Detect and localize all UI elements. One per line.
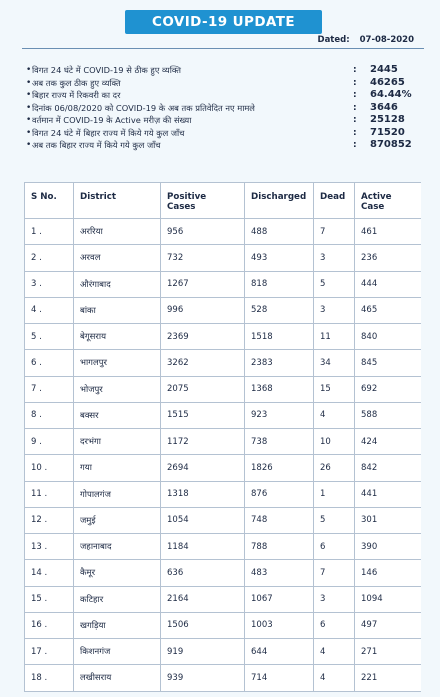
cell-dead: 10: [314, 429, 355, 455]
stat-colon: :: [353, 77, 357, 88]
header-active-line1: Active: [361, 192, 392, 202]
header-dead: Dead: [314, 183, 355, 219]
stat-label: बिहार राज्य में रिकवरी का दर: [32, 90, 121, 101]
cell-dead: 4: [314, 402, 355, 428]
cell-dead: 6: [314, 612, 355, 638]
cell-positive: 636: [161, 560, 245, 586]
cell-discharged: 483: [245, 560, 314, 586]
cell-discharged: 1518: [245, 324, 314, 350]
table-row: [25, 665, 422, 691]
header-active-line2: Case: [361, 202, 385, 212]
cell-discharged: 1067: [245, 586, 314, 612]
header-divider: [22, 48, 424, 49]
cell-sno: 16 .: [25, 612, 74, 638]
table-row: [25, 324, 422, 350]
header-sno: S No.: [25, 183, 74, 219]
cell-sno: 2 .: [25, 245, 74, 271]
cell-district: गया: [74, 455, 161, 481]
stat-label: अब तक बिहार राज्य में किये गये कुल जाँच: [32, 140, 161, 151]
cell-district: कटिहार: [74, 586, 161, 612]
cell-sno: 12 .: [25, 507, 74, 533]
cell-discharged: 818: [245, 271, 314, 297]
cell-active: 845: [355, 350, 422, 376]
district-table: [24, 182, 421, 692]
cell-district: औरंगाबाद: [74, 271, 161, 297]
stat-value: 870852: [370, 139, 412, 151]
table-row: [25, 455, 422, 481]
cell-sno: 6 .: [25, 350, 74, 376]
cell-active: 465: [355, 297, 422, 323]
header-active-case: [355, 183, 422, 219]
cell-district: जहानाबाद: [74, 534, 161, 560]
bullet-icon: •: [26, 102, 32, 113]
cell-dead: 3: [314, 586, 355, 612]
stat-value: 25128: [370, 114, 405, 126]
cell-active: 840: [355, 324, 422, 350]
cell-sno: 15 .: [25, 586, 74, 612]
table-row: [25, 402, 422, 428]
cell-district: बेगूसराय: [74, 324, 161, 350]
table-row: [25, 507, 422, 533]
table-row: [25, 297, 422, 323]
cell-active: 588: [355, 402, 422, 428]
cell-positive: 2369: [161, 324, 245, 350]
cell-active: 444: [355, 271, 422, 297]
stat-label: दिनांक 06/08/2020 को COVID-19 के अब तक प्रतिवेदित नए मामले: [32, 102, 255, 113]
cell-active: 146: [355, 560, 422, 586]
cell-positive: 2075: [161, 376, 245, 402]
table-header-row: [25, 183, 422, 219]
stat-colon: :: [353, 140, 357, 151]
stat-colon: :: [353, 90, 357, 101]
table-row: [25, 271, 422, 297]
cell-dead: 34: [314, 350, 355, 376]
cell-positive: 1054: [161, 507, 245, 533]
cell-active: 271: [355, 639, 422, 665]
cell-active: 497: [355, 612, 422, 638]
page-title: COVID-19 UPDATE: [125, 10, 322, 34]
cell-sno: 13 .: [25, 534, 74, 560]
district-table-container: [24, 182, 421, 697]
cell-discharged: 738: [245, 429, 314, 455]
stat-label: विगत 24 घंटे में बिहार राज्य में किये गये कुल जाँच: [32, 127, 185, 138]
bullet-icon: •: [26, 77, 32, 88]
cell-positive: 1515: [161, 402, 245, 428]
cell-dead: 7: [314, 219, 355, 245]
stat-row-recovery-rate: [26, 89, 426, 101]
cell-sno: 9 .: [25, 429, 74, 455]
cell-discharged: 493: [245, 245, 314, 271]
cell-dead: 5: [314, 507, 355, 533]
table-row: [25, 586, 422, 612]
cell-positive: 732: [161, 245, 245, 271]
stat-row-new-cases: [26, 102, 426, 114]
stat-label: अब तक कुल ठीक हुए व्यक्ति: [32, 77, 121, 88]
cell-dead: 11: [314, 324, 355, 350]
cell-dead: 1: [314, 481, 355, 507]
stat-value: 71520: [370, 126, 405, 138]
bullet-icon: •: [26, 127, 32, 138]
cell-district: खगड़िया: [74, 612, 161, 638]
header-discharged: Discharged: [245, 183, 314, 219]
header-positive-line1: Positive: [167, 192, 207, 202]
stat-value: 64.44%: [370, 89, 412, 101]
stat-value: 3646: [370, 101, 398, 113]
dated-label: Dated:: [317, 35, 350, 45]
bullet-icon: •: [26, 115, 32, 126]
stat-row-total-tests: [26, 139, 426, 151]
cell-discharged: 788: [245, 534, 314, 560]
cell-active: 842: [355, 455, 422, 481]
cell-district: अरवल: [74, 245, 161, 271]
cell-positive: 1267: [161, 271, 245, 297]
stat-colon: :: [353, 102, 357, 113]
cell-sno: 14 .: [25, 560, 74, 586]
cell-positive: 939: [161, 665, 245, 691]
cell-district: जमुई: [74, 507, 161, 533]
cell-positive: 1172: [161, 429, 245, 455]
date-line: [0, 35, 414, 47]
cell-discharged: 644: [245, 639, 314, 665]
cell-sno: 17 .: [25, 639, 74, 665]
cell-active: 441: [355, 481, 422, 507]
bullet-icon: •: [26, 65, 32, 75]
cell-discharged: 1826: [245, 455, 314, 481]
cell-sno: 11 .: [25, 481, 74, 507]
cell-active: 236: [355, 245, 422, 271]
stat-value: 2445: [370, 64, 398, 75]
cell-active: 390: [355, 534, 422, 560]
stat-row-total-recovered: [26, 77, 426, 89]
cell-active: 461: [355, 219, 422, 245]
table-row: [25, 350, 422, 376]
stat-row-recovered-24h: [26, 64, 426, 76]
cell-positive: 2164: [161, 586, 245, 612]
cell-district: भागलपुर: [74, 350, 161, 376]
stat-colon: :: [353, 127, 357, 138]
cell-positive: 956: [161, 219, 245, 245]
cell-district: बांका: [74, 297, 161, 323]
table-row: [25, 560, 422, 586]
table-row: [25, 639, 422, 665]
bullet-icon: •: [26, 140, 32, 151]
table-row: [25, 219, 422, 245]
stat-colon: :: [353, 115, 357, 126]
cell-dead: 3: [314, 297, 355, 323]
cell-sno: 1 .: [25, 219, 74, 245]
table-row: [25, 245, 422, 271]
stat-row-tests-24h: [26, 127, 426, 139]
cell-district: भोजपुर: [74, 376, 161, 402]
cell-district: अररिया: [74, 219, 161, 245]
cell-district: गोपालगंज: [74, 481, 161, 507]
table-row: [25, 534, 422, 560]
cell-district: किशनगंज: [74, 639, 161, 665]
cell-dead: 6: [314, 534, 355, 560]
cell-district: कैमूर: [74, 560, 161, 586]
stat-label: वर्तमान में COVID-19 के Active मरीज़ की संख्या: [32, 115, 192, 126]
cell-discharged: 1003: [245, 612, 314, 638]
cell-sno: 18 .: [25, 665, 74, 691]
cell-sno: 10 .: [25, 455, 74, 481]
cell-dead: 15: [314, 376, 355, 402]
header-positive-line2: Cases: [167, 202, 196, 212]
cell-discharged: 748: [245, 507, 314, 533]
cell-active: 692: [355, 376, 422, 402]
cell-sno: 3 .: [25, 271, 74, 297]
table-row: [25, 429, 422, 455]
summary-stats: [26, 64, 426, 152]
cell-positive: 1184: [161, 534, 245, 560]
cell-discharged: 876: [245, 481, 314, 507]
cell-dead: 26: [314, 455, 355, 481]
cell-positive: 2694: [161, 455, 245, 481]
cell-active: 1094: [355, 586, 422, 612]
header-positive-cases: [161, 183, 245, 219]
cell-sno: 7 .: [25, 376, 74, 402]
cell-dead: 4: [314, 639, 355, 665]
cell-active: 424: [355, 429, 422, 455]
cell-sno: 8 .: [25, 402, 74, 428]
cell-positive: 3262: [161, 350, 245, 376]
cell-discharged: 2383: [245, 350, 314, 376]
cell-positive: 996: [161, 297, 245, 323]
table-row: [25, 481, 422, 507]
cell-dead: 3: [314, 245, 355, 271]
cell-district: दरभंगा: [74, 429, 161, 455]
table-row: [25, 376, 422, 402]
stat-value: 46265: [370, 76, 405, 88]
cell-active: 221: [355, 665, 422, 691]
dated-value: 07-08-2020: [359, 35, 414, 45]
cell-district: लखीसराय: [74, 665, 161, 691]
cell-positive: 1318: [161, 481, 245, 507]
cell-discharged: 714: [245, 665, 314, 691]
cell-positive: 1506: [161, 612, 245, 638]
cell-positive: 919: [161, 639, 245, 665]
cell-discharged: 1368: [245, 376, 314, 402]
stat-colon: :: [353, 65, 357, 75]
cell-discharged: 923: [245, 402, 314, 428]
cell-sno: 4 .: [25, 297, 74, 323]
cell-district: बक्सर: [74, 402, 161, 428]
cell-dead: 4: [314, 665, 355, 691]
stat-label: विगत 24 घंटे में COVID-19 से ठीक हुए व्यक्ति: [32, 65, 182, 75]
cell-discharged: 528: [245, 297, 314, 323]
table-row: [25, 612, 422, 638]
header-district: District: [74, 183, 161, 219]
cell-dead: 7: [314, 560, 355, 586]
table-body: [25, 219, 422, 692]
cell-active: 301: [355, 507, 422, 533]
cell-discharged: 488: [245, 219, 314, 245]
cell-sno: 5 .: [25, 324, 74, 350]
bullet-icon: •: [26, 90, 32, 101]
stat-row-active-cases: [26, 114, 426, 126]
cell-dead: 5: [314, 271, 355, 297]
